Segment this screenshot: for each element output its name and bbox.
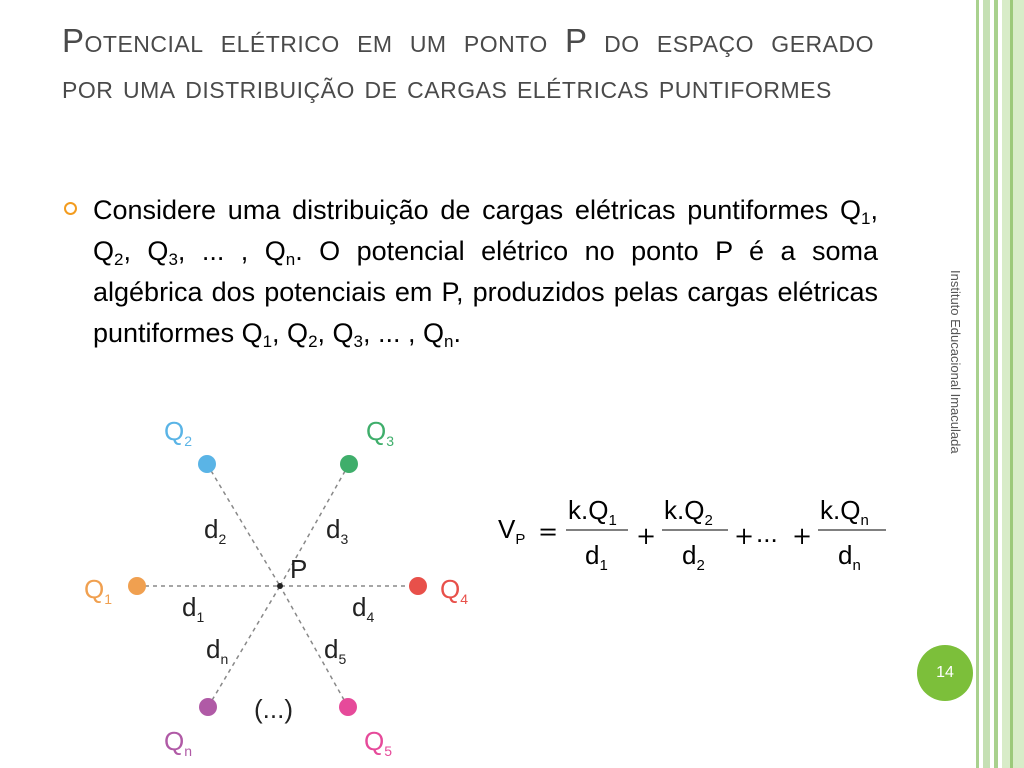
distance-d4-label: $d_4$ [352, 592, 375, 625]
formula-equals: = [538, 518, 559, 546]
distance-d2-label: $d_2$ [204, 514, 227, 547]
distance-dn-label: $d_n$ [206, 634, 229, 667]
page-number-badge: 14 [917, 645, 973, 701]
slide-title: Potencial elétrico em um ponto P do espaço gerado por uma distribuição de cargas elétricas puntiformes [62, 22, 874, 105]
distance-d3-label: $d_3$ [326, 514, 349, 547]
charge-q3-dot [340, 455, 358, 473]
point-p [277, 583, 283, 589]
charge-q4-dot [409, 577, 427, 595]
ellipsis-label: (...) [254, 694, 293, 724]
formula-num-1: $k.Q_1$ [568, 495, 617, 529]
charge-q5-label: $Q_5$ [364, 726, 393, 759]
formula-plus-3: + [792, 522, 813, 550]
formula-num-3: $k.Q_n$ [820, 495, 869, 529]
institution-label: Instituto Educacional Imaculada [948, 270, 963, 454]
formula-plus-1: + [636, 522, 657, 550]
formula-num-2: $k.Q_2$ [664, 495, 713, 529]
formula-den-3: $d_n$ [838, 540, 861, 574]
formula-den-1: $d_1$ [585, 540, 608, 574]
distance-d5-label: $d_5$ [324, 634, 347, 667]
potential-formula [498, 495, 886, 574]
charge-q2-dot [198, 455, 216, 473]
charge-q1-dot [128, 577, 146, 595]
formula-dots: ... [756, 518, 778, 548]
distance-d1-label: $d_1$ [182, 592, 205, 625]
formula-den-2: $d_2$ [682, 540, 705, 574]
charge-qn-dot [199, 698, 217, 716]
charge-q3-label: $Q_3$ [366, 416, 395, 449]
formula-plus-2: + [734, 522, 755, 550]
point-p-label: P [290, 554, 308, 584]
bullet-text: Considere uma distribuição de cargas elétricas puntiformes $Q_1$, $Q_2$, $Q_3$, ... , $Q_n$. O potencial elétrico no ponto P é a soma algébrica dos potenciais em P, produzidos pelas cargas elétricas puntiformes $Q_1$, $Q_2$, $Q_3$, ... , $Q_n$. [93, 195, 878, 351]
charge-q5-dot [339, 698, 357, 716]
charge-q4-label: $Q_4$ [440, 574, 469, 607]
charge-q1-label: $Q_1$ [84, 574, 113, 607]
charge-q2-label: $Q_2$ [164, 416, 193, 449]
formula-lhs: $V_P$ [498, 514, 526, 548]
charge-qn-label: $Q_n$ [164, 726, 193, 759]
